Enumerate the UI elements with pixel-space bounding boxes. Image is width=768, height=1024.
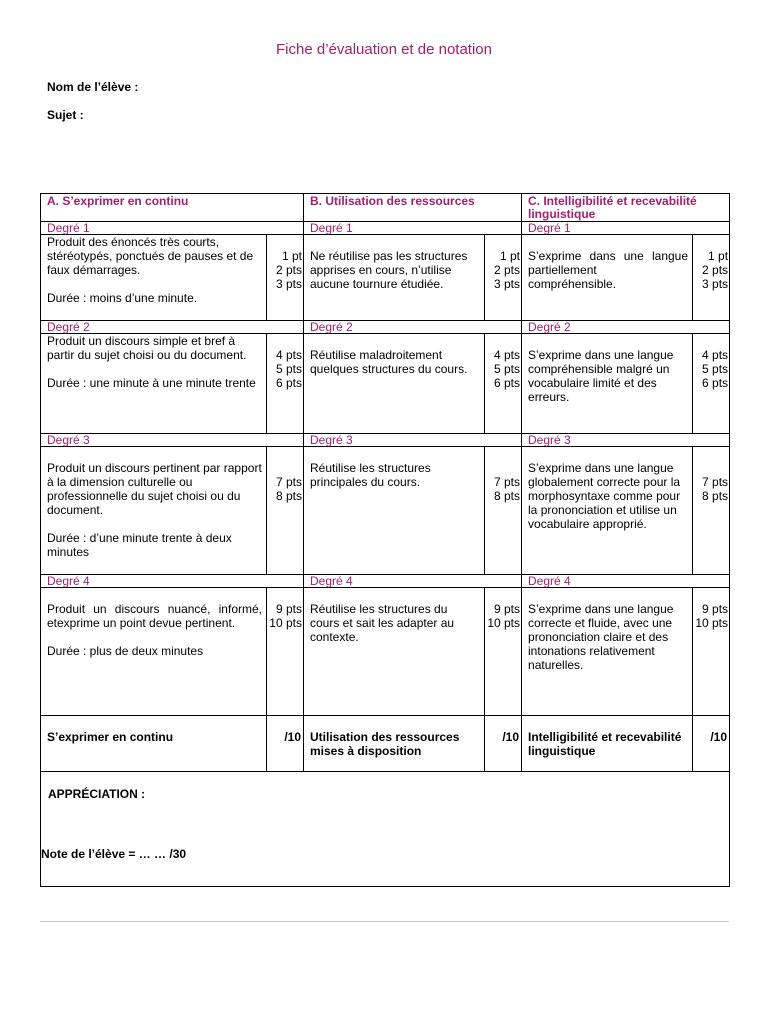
criterion-a-desc [41,447,267,575]
criterion-text: S’exprime dans une langue partiellement compréhensible. [528,249,689,291]
criterion-text: Produit des énoncés très courts, stéréotypés, ponctués de pauses et de faux démarrages. [47,235,254,277]
points-value: 4 pts [702,348,729,362]
points-value: 1 pt [281,249,302,263]
criterion-a-points [267,447,304,575]
appreciation-box [40,771,730,887]
criterion-b-desc [304,447,485,575]
points-value: 3 pts [494,277,521,291]
degree-label-b: Degré 1 [304,222,522,235]
degree-label-a: Degré 3 [41,434,304,447]
criterion-text: S’exprime dans une langue correcte et fluide, avec une prononciation claire et des intonations relativement naturelles. [528,602,674,672]
totals-row [41,716,730,772]
points-value: 8 pts [702,489,729,503]
criterion-a-desc [41,334,267,434]
duration-text: Durée : plus de deux minutes [47,644,204,658]
points-value: 5 pts [702,362,729,376]
criterion-c-desc [522,235,693,321]
total-a-value [267,716,304,772]
points-value: 4 pts [494,348,521,362]
total-c-label [522,716,693,772]
points-value: 9 pts [494,602,521,616]
duration-text: Durée : d’une minute trente à deux minutes [47,531,232,559]
criteria-row-4 [41,588,730,716]
total-value-text: /10 [710,730,728,744]
points-value: 1 pt [708,249,729,263]
duration-text: Durée : moins d’une minute. [47,291,198,305]
criterion-b-points [485,447,522,575]
criterion-b-points [485,235,522,321]
criterion-c-desc [522,334,693,434]
degree-label-c: Degré 1 [522,222,730,235]
points-value: 7 pts [494,475,521,489]
degree-label-a: Degré 4 [41,575,304,588]
points-value: 2 pts [702,263,729,277]
criterion-text: Ne réutilise pas les structures apprises en cours, n’utilise aucune tournure étudiée. [310,249,468,291]
criteria-row-2 [41,334,730,434]
total-b-value [485,716,522,772]
points-value: 5 pts [494,362,521,376]
points-value: 7 pts [275,475,302,489]
points-value: 9 pts [702,602,729,616]
total-label-text: Utilisation des ressources mises à disposition [310,730,460,758]
points-value: 3 pts [702,277,729,291]
criterion-a-points [267,334,304,434]
points-value: 10 pts [695,616,729,630]
total-b-label [304,716,485,772]
degree-label-a: Degré 2 [41,321,304,334]
points-value: 6 pts [702,376,729,390]
header-b: B. Utilisation des ressources [304,194,522,222]
criterion-text: Réutilise maladroitement quelques structures du cours. [310,348,468,376]
criterion-b-desc [304,334,485,434]
criterion-text: S’exprime dans une langue globalement correcte pour la morphosyntaxe comme pour la prononciation et utilise un vocabulaire approprié. [528,461,681,531]
header-a: A. S’exprimer en continu [41,194,304,222]
criteria-row-1 [41,235,730,321]
final-grade-line: Note de l’élève = … … /30 [41,847,187,861]
total-a-label [41,716,267,772]
total-value-text: /10 [502,730,520,744]
criterion-c-points [693,588,730,716]
criterion-a-desc [41,588,267,716]
criterion-b-points [485,588,522,716]
points-value: 8 pts [494,489,521,503]
criterion-c-points [693,235,730,321]
criterion-text: Produit un discours pertinent par rapport à la dimension culturelle ou professionnelle du sujet choisi ou du document. [47,461,262,517]
points-value: 9 pts [275,602,302,616]
criterion-a-desc [41,235,267,321]
total-label-text: Intelligibilité et recevabilité linguistique [528,730,682,758]
degree-row-4 [41,575,730,588]
appreciation-label: APPRÉCIATION : [48,787,146,801]
criterion-text: Réutilise les structures du cours et sait les adapter au contexte. [310,602,455,644]
criterion-text: Produit un discours simple et bref à partir du sujet choisi ou du document. [47,334,247,362]
criterion-c-points [693,334,730,434]
criterion-text: Produit un discours nuancé, informé, etexprime un point devue pertinent. [47,602,262,630]
points-value: 10 pts [269,616,302,630]
header-c: C. Intelligibilité et recevabilité linguistique [522,194,730,222]
criterion-a-points [267,588,304,716]
degree-label-b: Degré 2 [304,321,522,334]
points-value: 1 pt [500,249,521,263]
points-value: 2 pts [275,263,302,277]
criterion-a-points [267,235,304,321]
points-value: 7 pts [702,475,729,489]
total-label-text: S’exprimer en continu [47,730,174,744]
page-title: Fiche d’évaluation et de notation [276,41,492,58]
degree-label-c: Degré 4 [522,575,730,588]
criterion-c-desc [522,447,693,575]
criterion-text: Réutilise les structures principales du cours. [310,461,431,489]
degree-label-c: Degré 2 [522,321,730,334]
points-value: 3 pts [275,277,302,291]
criteria-row-3 [41,447,730,575]
points-value: 6 pts [494,376,521,390]
degree-row-1 [41,222,730,235]
points-value: 6 pts [275,376,302,390]
points-value: 10 pts [487,616,521,630]
points-value: 5 pts [275,362,302,376]
total-c-value [693,716,730,772]
degree-row-3 [41,434,730,447]
total-value-text: /10 [284,730,301,744]
degree-label-b: Degré 4 [304,575,522,588]
criterion-b-desc [304,588,485,716]
degree-label-b: Degré 3 [304,434,522,447]
criterion-c-desc [522,588,693,716]
degree-label-a: Degré 1 [41,222,304,235]
student-name-label: Nom de l’élève : [47,80,139,94]
degree-label-c: Degré 3 [522,434,730,447]
page-divider [40,921,729,922]
criterion-b-desc [304,235,485,321]
criterion-text: S’exprime dans une langue compréhensible malgré un vocabulaire limité et des erreurs. [528,348,674,404]
points-value: 8 pts [275,489,302,503]
points-value: 4 pts [275,348,302,362]
points-value: 2 pts [494,263,521,277]
degree-row-2 [41,321,730,334]
criterion-b-points [485,334,522,434]
criterion-c-points [693,447,730,575]
subject-label: Sujet : [47,108,84,122]
duration-text: Durée : une minute à une minute trente [47,376,256,390]
evaluation-grid [40,193,730,772]
